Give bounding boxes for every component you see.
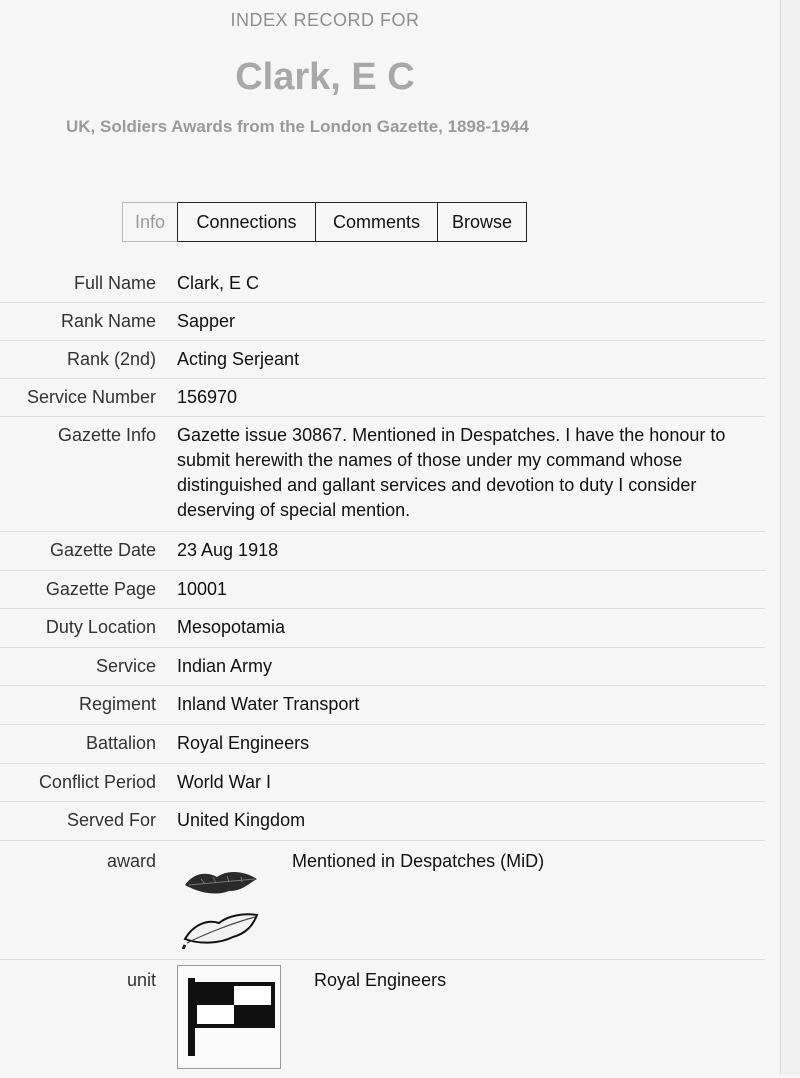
record-eyebrow: INDEX RECORD FOR xyxy=(230,10,420,30)
field-row-award xyxy=(0,841,765,960)
field-value: 10001 xyxy=(177,579,228,599)
field-row-battalion xyxy=(0,725,765,764)
page-right-edge xyxy=(780,0,781,1074)
tab-connections[interactable]: Connections xyxy=(178,202,316,242)
field-value: Inland Water Transport xyxy=(177,694,360,714)
field-value: United Kingdom xyxy=(177,810,306,830)
field-value: 156970 xyxy=(177,387,238,407)
field-value: Royal Engineers xyxy=(177,733,310,753)
field-label: unit xyxy=(126,970,156,990)
field-row-unit xyxy=(0,960,765,1078)
field-row-service xyxy=(0,648,765,686)
field-label: Gazette Date xyxy=(49,540,156,560)
field-value: World War I xyxy=(177,772,272,792)
oak-leaf-icon xyxy=(180,855,262,949)
field-row-gazette-info xyxy=(0,417,765,532)
field-row-rank-2nd xyxy=(0,341,765,379)
field-label: Regiment xyxy=(78,694,156,714)
field-row-duty-location xyxy=(0,609,765,648)
field-row-regiment xyxy=(0,686,765,725)
field-value: 23 Aug 1918 xyxy=(177,540,279,560)
record-fields xyxy=(0,264,765,1078)
page-right-shade xyxy=(781,0,800,1074)
record-title: Clark, E C xyxy=(235,56,415,98)
field-value: Indian Army xyxy=(177,656,273,676)
tab-info[interactable]: Info xyxy=(122,202,178,242)
field-label: Battalion xyxy=(85,733,156,753)
field-value: Sapper xyxy=(177,311,236,331)
field-row-rank-name xyxy=(0,303,765,341)
field-label: Full Name xyxy=(73,273,156,293)
field-row-full-name xyxy=(0,264,765,303)
field-label: Conflict Period xyxy=(38,772,156,792)
tab-comments[interactable]: Comments xyxy=(316,202,438,242)
field-value: Mesopotamia xyxy=(177,617,286,637)
field-label: Served For xyxy=(66,810,156,830)
field-label: Gazette Page xyxy=(45,579,156,599)
signal-flag-icon xyxy=(177,965,281,1069)
field-label: Rank (2nd) xyxy=(66,349,156,369)
field-value: Gazette issue 30867. Mentioned in Despatches. I have the honour to submit herewith the names of those under my command whose distinguished and gallant services and devotion to duty I consider deserving of special mention. xyxy=(177,425,726,520)
field-row-served-for xyxy=(0,802,765,841)
collection-subtitle[interactable]: UK, Soldiers Awards from the London Gazette, 1898-1944 xyxy=(66,117,529,136)
field-label: Duty Location xyxy=(45,617,156,637)
record-tabs xyxy=(122,202,527,242)
field-label: Service Number xyxy=(26,387,156,407)
award-name: Mentioned in Despatches (MiD) xyxy=(292,851,545,871)
field-row-conflict-period xyxy=(0,764,765,802)
field-row-gazette-page xyxy=(0,571,765,609)
field-value: Clark, E C xyxy=(177,273,260,293)
field-value: Acting Serjeant xyxy=(177,349,300,369)
field-label: Service xyxy=(95,656,156,676)
field-label: Gazette Info xyxy=(57,425,156,445)
field-row-gazette-date xyxy=(0,532,765,571)
unit-name: Royal Engineers xyxy=(314,970,447,990)
field-label: Rank Name xyxy=(60,311,156,331)
field-label: award xyxy=(106,851,156,871)
field-row-service-number xyxy=(0,379,765,417)
tab-browse[interactable]: Browse xyxy=(438,202,527,242)
